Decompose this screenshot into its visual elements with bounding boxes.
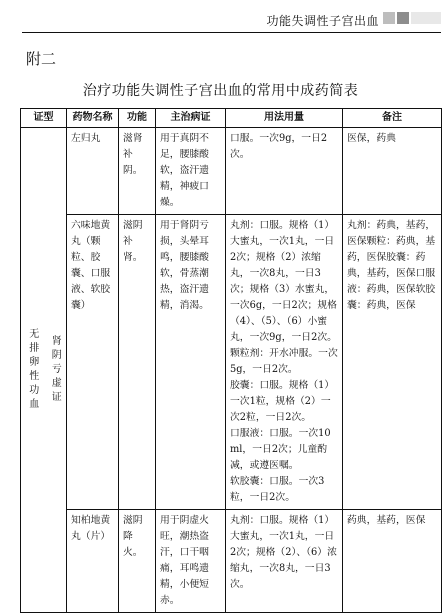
column-header: 功能 bbox=[119, 109, 156, 128]
usage-line: 丸剂：口服。规格（1）大蜜丸，一次1丸，一日2次；规格（2）、（6）浓缩丸，一次8丸，一日3次。 bbox=[230, 515, 337, 590]
medicine-table-wrapper bbox=[20, 108, 441, 606]
category-label: 无排卵性功血 bbox=[29, 328, 40, 410]
table-row bbox=[21, 128, 442, 215]
medicine-notes: 药典，基药，医保 bbox=[343, 510, 442, 613]
header-rule bbox=[22, 32, 441, 33]
medicine-name: 左归丸 bbox=[67, 128, 119, 215]
usage-line: 软胶囊：口服。一次3粒，一日2次。 bbox=[230, 476, 325, 503]
medicine-function: 滋肾补阴。 bbox=[119, 128, 156, 215]
medicine-indication: 用于真阴不足，腰膝酸软，盗汗遗精，神疲口燥。 bbox=[156, 128, 226, 215]
header-decor-block bbox=[411, 12, 441, 24]
medicine-function: 滋阴补肾。 bbox=[119, 215, 156, 510]
usage-line: 胶囊：口服。规格（1）一次1粒，规格（2）一次2粒，一日2次。 bbox=[230, 380, 335, 423]
category-cell bbox=[21, 128, 48, 613]
medicine-usage bbox=[226, 215, 343, 510]
medicine-table bbox=[20, 108, 442, 613]
column-header: 药物名称 bbox=[67, 109, 119, 128]
header-decor-block bbox=[383, 12, 395, 24]
usage-line: 口服液：口服。一次10ml，一日2次；儿童酌减，或遵医嘱。 bbox=[230, 428, 331, 471]
column-header: 备注 bbox=[343, 109, 442, 128]
medicine-usage bbox=[226, 510, 343, 613]
medicine-name: 六味地黄丸（颗粒、胶囊、口服液、软胶囊） bbox=[67, 215, 119, 510]
usage-line: 颗粒剂：开水冲服。一次5g，一日2次。 bbox=[230, 348, 338, 375]
medicine-usage bbox=[226, 128, 343, 215]
usage-line: 口服。一次9g，一日2次。 bbox=[230, 133, 328, 160]
medicine-indication: 用于肾阴亏损，头晕耳鸣，腰膝酸软，骨蒸潮热，盗汗遗精，消渴。 bbox=[156, 215, 226, 510]
table-row bbox=[21, 215, 442, 510]
medicine-indication: 用于阴虚火旺，潮热盗汗，口干咽痛，耳鸣遗精，小便短赤。 bbox=[156, 510, 226, 613]
medicine-name: 知柏地黄丸（片） bbox=[67, 510, 119, 613]
appendix-label: 附二 bbox=[26, 50, 57, 68]
table-title: 治疗功能失调性子宫出血的常用中成药简表 bbox=[82, 83, 359, 99]
usage-line: 丸剂：口服。规格（1）大蜜丸，一次1丸，一日2次；规格（2）浓缩丸，一次8丸，一日3次；规格（3）水蜜丸，一次6g，一日2次；规格（4）、（5）、（6）小蜜丸，一次9g，一日2次。 bbox=[230, 220, 337, 343]
subcategory-label: 肾阴亏虚证 bbox=[51, 335, 62, 403]
table-header-row bbox=[21, 109, 442, 128]
column-header: 主治病证 bbox=[156, 109, 226, 128]
subcategory-cell bbox=[48, 128, 67, 613]
column-header: 用法用量 bbox=[226, 109, 343, 128]
table-row bbox=[21, 510, 442, 613]
header-decor-block bbox=[397, 12, 409, 24]
medicine-function: 滋阴降火。 bbox=[119, 510, 156, 613]
column-header: 证型 bbox=[21, 109, 67, 128]
running-title: 功能失调性子宫出血 bbox=[266, 14, 379, 28]
medicine-notes: 医保，药典 bbox=[343, 128, 442, 215]
medicine-notes: 丸剂：药典，基药，医保颗粒：药典，基药，医保胶囊：药典，基药，医保口服液：药典，医保软胶囊：药典，医保 bbox=[343, 215, 442, 510]
